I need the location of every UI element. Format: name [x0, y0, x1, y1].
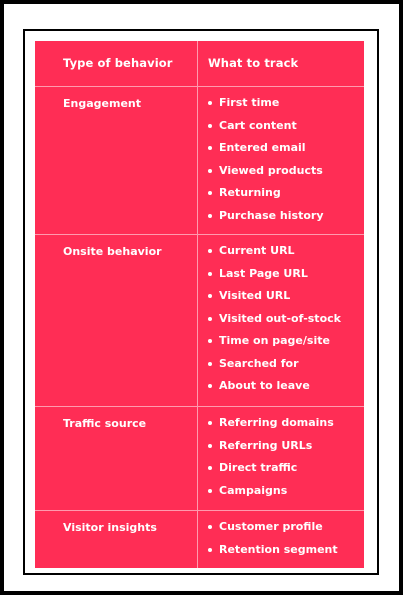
header-type-of-behavior: Type of behavior [63, 56, 173, 70]
list-item: Referring URLs [208, 439, 364, 462]
list-item: Current URL [208, 244, 364, 267]
list-item: Retention segment [208, 543, 364, 566]
category-visitor-insights: Visitor insights [63, 521, 157, 534]
table-row [35, 234, 364, 406]
table-row [35, 510, 364, 568]
list-item: Returning [208, 186, 364, 209]
list-item: Campaigns [208, 484, 364, 507]
table-row [35, 86, 364, 234]
list-item: Customer profile [208, 520, 364, 543]
list-item: Visited URL [208, 289, 364, 312]
track-list [208, 407, 364, 506]
list-item: Purchase history [208, 209, 364, 232]
header-what-to-track: What to track [208, 56, 299, 70]
list-item: Searched for [208, 357, 364, 380]
track-list [208, 235, 364, 402]
list-item: Visited out-of-stock [208, 312, 364, 335]
track-list [208, 87, 364, 231]
list-item: Cart content [208, 119, 364, 142]
behavior-tracking-table [35, 41, 364, 568]
table-header-row [35, 41, 364, 86]
category-traffic-source: Traffic source [63, 417, 147, 430]
track-list [208, 511, 364, 565]
list-item: Referring domains [208, 416, 364, 439]
list-item: Last Page URL [208, 267, 364, 290]
table-row [35, 406, 364, 510]
list-item: Direct traffic [208, 461, 364, 484]
list-item: Entered email [208, 141, 364, 164]
list-item: About to leave [208, 379, 364, 402]
list-item: Time on page/site [208, 334, 364, 357]
list-item: First time [208, 96, 364, 119]
category-onsite-behavior: Onsite behavior [63, 245, 162, 258]
list-item: Viewed products [208, 164, 364, 187]
category-engagement: Engagement [63, 97, 141, 110]
